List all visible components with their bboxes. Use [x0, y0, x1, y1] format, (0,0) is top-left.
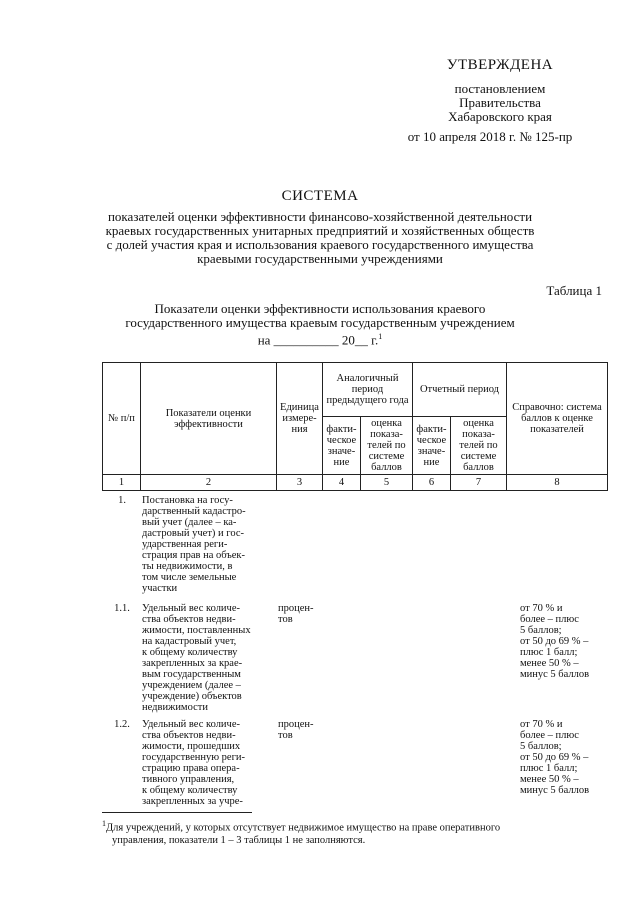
indicator-line: ства объектов недви-	[142, 614, 236, 625]
row-reference	[520, 603, 606, 680]
indicator-line: страцию права опера-	[142, 763, 240, 774]
footnote-number: 1	[102, 819, 106, 828]
row-unit	[278, 603, 324, 625]
row-indicator	[142, 495, 274, 594]
approval-head: УТВЕРЖДЕНА	[446, 57, 554, 73]
col-number: 7	[451, 475, 507, 491]
indicator-line: вым государственным	[142, 669, 241, 680]
reference-line: более – плюс	[520, 730, 579, 741]
indicator-line: дастровый учет) и гос-	[142, 528, 244, 539]
unit-line: процен-	[278, 719, 314, 730]
table-title-line: Показатели оценки эффективности использования краевого	[154, 301, 486, 316]
indicator-line: жимости, прошедших	[142, 741, 241, 752]
table-title-line: государственного имущества краевым государственным учреждением	[125, 315, 515, 330]
indicator-line: участки	[142, 583, 178, 594]
indicator-line: ты недвижимости, в	[142, 561, 233, 572]
document-subtitle	[90, 210, 550, 266]
reference-line: от 70 % и	[520, 603, 563, 614]
unit-line: тов	[278, 730, 293, 741]
col-number: 4	[323, 475, 361, 491]
row-unit	[278, 719, 324, 741]
row-indicator	[142, 719, 274, 807]
subtitle-line: с долей участия края и использования краевого государственного имущества	[106, 237, 534, 252]
row-number: 1.1.	[114, 603, 130, 614]
indicator-line: жимости, поставленных	[142, 625, 251, 636]
table-date-line: на __________ 20__ г.	[257, 332, 379, 348]
reference-line: от 70 % и	[520, 719, 563, 730]
table-body	[102, 495, 607, 809]
indicator-line: Удельный вес количе-	[142, 603, 240, 614]
col-number: 6	[413, 475, 451, 491]
reference-line: минус 5 баллов	[520, 785, 590, 796]
approval-line-2: Правительства	[459, 95, 541, 110]
header-prev-fact: факти-ческое значе-ние	[323, 417, 361, 475]
indicator-line: учреждение) объектов	[142, 691, 242, 702]
indicator-line: к общему количеству	[142, 647, 238, 658]
row-reference	[520, 719, 606, 796]
reference-line: 5 баллов;	[520, 625, 562, 636]
indicator-line: закрепленных за крае-	[142, 658, 243, 669]
header-num: № п/п	[103, 363, 141, 475]
approval-block	[380, 58, 620, 144]
approval-date: от 10 апреля 2018 г. № 125-пр	[407, 129, 573, 144]
subtitle-line: показателей оценки эффективности финансово-хозяйственной деятельности	[107, 209, 533, 224]
header-report-period: Отчетный период	[413, 363, 507, 417]
header-reference: Справочно: система баллов к оценке показателей	[507, 363, 608, 475]
table-row	[102, 719, 607, 809]
footnote-mark: 1	[378, 332, 383, 341]
subtitle-line: краевыми государственными учреждениями	[197, 251, 443, 266]
indicator-line: Постановка на госу-	[142, 495, 233, 506]
table-title	[110, 302, 530, 347]
reference-line: плюс 1 балл;	[520, 647, 578, 658]
indicator-line: ударственная реги-	[142, 539, 228, 550]
approval-line-3: Хабаровского края	[448, 109, 552, 124]
footnote-line	[102, 818, 607, 835]
header-report-fact: факти-ческое значе-ние	[413, 417, 451, 475]
table-row	[102, 495, 607, 603]
reference-line: более – плюс	[520, 614, 579, 625]
indicators-table	[102, 362, 608, 491]
row-indicator	[142, 603, 274, 713]
indicator-line: тивного управления,	[142, 774, 235, 785]
approval-line-1: постановлением	[454, 81, 546, 96]
indicator-line: ства объектов недви-	[142, 730, 236, 741]
reference-line: от 50 до 69 % –	[520, 636, 589, 647]
col-number: 3	[277, 475, 323, 491]
footnote-text: Для учреждений, у которых отсутствует недвижимое имущество на праве оперативного	[106, 822, 501, 834]
header-prev-period: Аналогичный период предыдущего года	[323, 363, 413, 417]
row-number: 1.2.	[114, 719, 130, 730]
indicator-line: на кадастровый учет,	[142, 636, 237, 647]
col-number: 2	[141, 475, 277, 491]
col-number: 8	[507, 475, 608, 491]
document-title: СИСТЕМА	[281, 188, 359, 204]
indicator-line: Удельный вес количе-	[142, 719, 240, 730]
indicator-line: дарственный кадастро-	[142, 506, 246, 517]
indicator-line: страция прав на объек-	[142, 550, 246, 561]
footnote-line: управления, показатели 1 – 3 таблицы 1 не заполняются.	[112, 834, 366, 846]
row-number: 1.	[118, 495, 126, 506]
header-prev-score: оценка показа-телей по системе баллов	[361, 417, 413, 475]
indicator-line: недвижимости	[142, 702, 208, 713]
reference-line: менее 50 % –	[520, 774, 579, 785]
unit-line: тов	[278, 614, 293, 625]
subtitle-line: краевых государственных унитарных предприятий и хозяйственных обществ	[105, 223, 535, 238]
indicator-line: государственную реги-	[142, 752, 246, 763]
reference-line: плюс 1 балл;	[520, 763, 578, 774]
header-report-score: оценка показа-телей по системе баллов	[451, 417, 507, 475]
footnote-divider	[102, 812, 252, 813]
indicator-line: том числе земельные	[142, 572, 237, 583]
table-label: Таблица 1	[546, 283, 602, 298]
reference-line: от 50 до 69 % –	[520, 752, 589, 763]
reference-line: минус 5 баллов	[520, 669, 590, 680]
reference-line: менее 50 % –	[520, 658, 579, 669]
reference-line: 5 баллов;	[520, 741, 562, 752]
indicator-line: учреждением (далее –	[142, 680, 241, 691]
table-row	[102, 603, 607, 719]
unit-line: процен-	[278, 603, 314, 614]
indicator-line: закрепленных за учре-	[142, 796, 243, 807]
col-number: 5	[361, 475, 413, 491]
footnote	[102, 818, 607, 847]
header-indicators: Показатели оценки эффективности	[141, 363, 277, 475]
indicator-line: к общему количеству	[142, 785, 238, 796]
indicator-line: вый учет (далее – ка-	[142, 517, 237, 528]
col-number: 1	[103, 475, 141, 491]
header-unit: Единица измере-ния	[277, 363, 323, 475]
table-title-line	[110, 330, 530, 347]
